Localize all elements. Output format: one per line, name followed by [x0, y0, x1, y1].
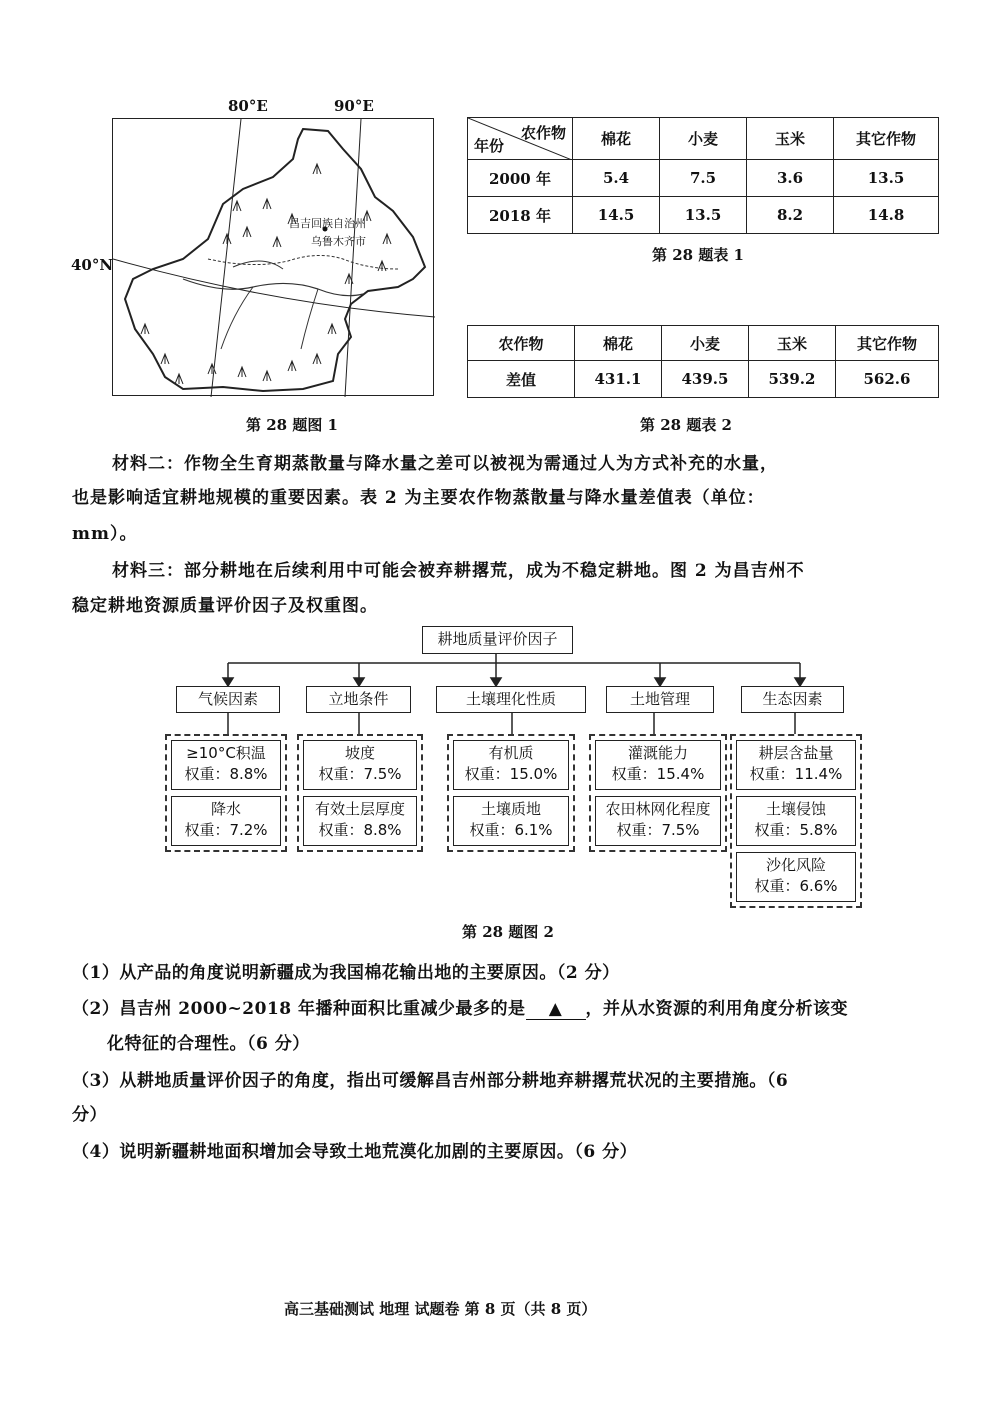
factor-name: 土壤侵蚀	[765, 800, 826, 818]
table1-header: 玉米	[747, 118, 834, 160]
factor-weight: 权重：7.5%	[318, 765, 402, 783]
material3-line2: 稳定耕地资源质量评价因子及权重图。	[72, 596, 378, 616]
factor-weight: 权重：15.0%	[464, 765, 558, 783]
category-soil: 土壤理化性质	[436, 686, 586, 713]
factor-weight: 权重：15.4%	[611, 765, 705, 783]
factor-weight: 权重：11.4%	[749, 765, 843, 783]
factor-box	[453, 740, 569, 790]
diagram-root: 耕地质量评价因子	[422, 626, 573, 654]
factor-box	[736, 740, 856, 790]
table2-header-label: 农作物	[468, 326, 575, 361]
material2-line1: 材料二：作物全生育期蒸散量与降水量之差可以被视为需通过人为方式补充的水量，	[112, 454, 778, 474]
table1-cell: 3.6	[747, 160, 834, 197]
factor-box	[453, 796, 569, 846]
question-3-continued: 分）	[72, 1105, 107, 1125]
diagram-caption: 第 28 题图 2	[462, 923, 554, 941]
table1-header: 其它作物	[834, 118, 939, 160]
factor-weight: 权重：6.1%	[469, 821, 553, 839]
lon-80-label: 80°E	[228, 97, 268, 115]
question-2-part-a: （2）昌吉州 2000~2018 年播种面积比重减少最多的是	[72, 999, 526, 1019]
table2-cell: 439.5	[662, 361, 749, 398]
lon-90-label: 90°E	[334, 97, 374, 115]
table1-header: 棉花	[573, 118, 660, 160]
table2-cell: 539.2	[749, 361, 836, 398]
answer-blank: ▲	[526, 999, 586, 1020]
factor-weight: 权重：8.8%	[318, 821, 402, 839]
factor-box	[736, 852, 856, 902]
factor-weight: 权重：7.2%	[184, 821, 268, 839]
question-2-continued: 化特征的合理性。（6 分）	[107, 1034, 310, 1054]
table1-corner-bottom: 年份	[474, 137, 505, 155]
lat-40-label: 40°N	[71, 256, 114, 274]
material2-line3: mm）。	[72, 524, 138, 544]
map-caption: 第 28 题图 1	[246, 416, 338, 434]
table1-cell: 13.5	[834, 160, 939, 197]
table1-cell: 5.4	[573, 160, 660, 197]
factor-name: 有机质	[488, 744, 534, 762]
factor-weight: 权重：8.8%	[184, 765, 268, 783]
factor-name: ≥10°C积温	[186, 744, 266, 762]
table2-row-label: 差值	[468, 361, 575, 398]
factor-box	[595, 796, 721, 846]
factor-box	[303, 740, 417, 790]
factor-weight: 权重：6.6%	[754, 877, 838, 895]
factor-name: 沙化风险	[765, 856, 826, 874]
table1-caption: 第 28 题表 1	[652, 246, 744, 264]
factor-box	[736, 796, 856, 846]
material2-line2: 也是影响适宜耕地规模的重要因素。表 2 为主要农作物蒸散量与降水量差值表（单位：	[72, 488, 765, 508]
table1-cell: 13.5	[660, 197, 747, 234]
table2-caption: 第 28 题表 2	[640, 416, 732, 434]
category-climate: 气候因素	[176, 686, 280, 713]
table1-cell: 7.5	[660, 160, 747, 197]
factor-name: 坡度	[344, 744, 375, 762]
factor-box	[595, 740, 721, 790]
factor-box	[171, 740, 281, 790]
table2-header: 小麦	[662, 326, 749, 361]
factor-name: 土壤质地	[480, 800, 541, 818]
factor-weight: 权重：7.5%	[616, 821, 700, 839]
table1-cell: 8.2	[747, 197, 834, 234]
factor-box	[171, 796, 281, 846]
prefecture-label: 昌吉回族自治州	[289, 217, 366, 230]
factor-box	[303, 796, 417, 846]
factor-name: 耕层含盐量	[758, 744, 834, 762]
factor-name: 灌溉能力	[627, 744, 688, 762]
question-2-part-b: ，并从水资源的利用角度分析该变	[585, 999, 849, 1019]
table2-header: 棉花	[575, 326, 662, 361]
material3-line1: 材料三：部分耕地在后续利用中可能会被弃耕撂荒，成为不稳定耕地。图 2 为昌吉州不	[112, 561, 805, 581]
question-4: （4）说明新疆耕地面积增加会导致土地荒漠化加剧的主要原因。（6 分）	[72, 1142, 638, 1162]
table1-corner-top: 农作物	[520, 124, 566, 142]
table1-year: 2018 年	[468, 197, 573, 234]
table1-header: 小麦	[660, 118, 747, 160]
factor-name: 农田林网化程度	[605, 800, 711, 818]
table2-header: 其它作物	[836, 326, 939, 361]
table1-cell: 14.8	[834, 197, 939, 234]
page-footer: 高三基础测试 地理 试题卷 第 8 页（共 8 页）	[284, 1300, 597, 1318]
factor-name: 降水	[210, 800, 241, 818]
table2-header: 玉米	[749, 326, 836, 361]
factor-weight: 权重：5.8%	[754, 821, 838, 839]
city-label: 乌鲁木齐市	[311, 235, 366, 248]
table1-cell: 14.5	[573, 197, 660, 234]
category-ecology: 生态因素	[741, 686, 844, 713]
question-2	[72, 994, 848, 1020]
factor-name: 有效土层厚度	[314, 800, 405, 818]
category-land-management: 土地管理	[606, 686, 714, 713]
table1-year: 2000 年	[468, 160, 573, 197]
category-site: 立地条件	[306, 686, 411, 713]
table2-cell: 431.1	[575, 361, 662, 398]
table2-cell: 562.6	[836, 361, 939, 398]
question-3: （3）从耕地质量评价因子的角度，指出可缓解昌吉州部分耕地弃耕撂荒状况的主要措施。（6	[72, 1071, 789, 1091]
question-1: （1）从产品的角度说明新疆成为我国棉花输出地的主要原因。（2 分）	[72, 963, 620, 983]
